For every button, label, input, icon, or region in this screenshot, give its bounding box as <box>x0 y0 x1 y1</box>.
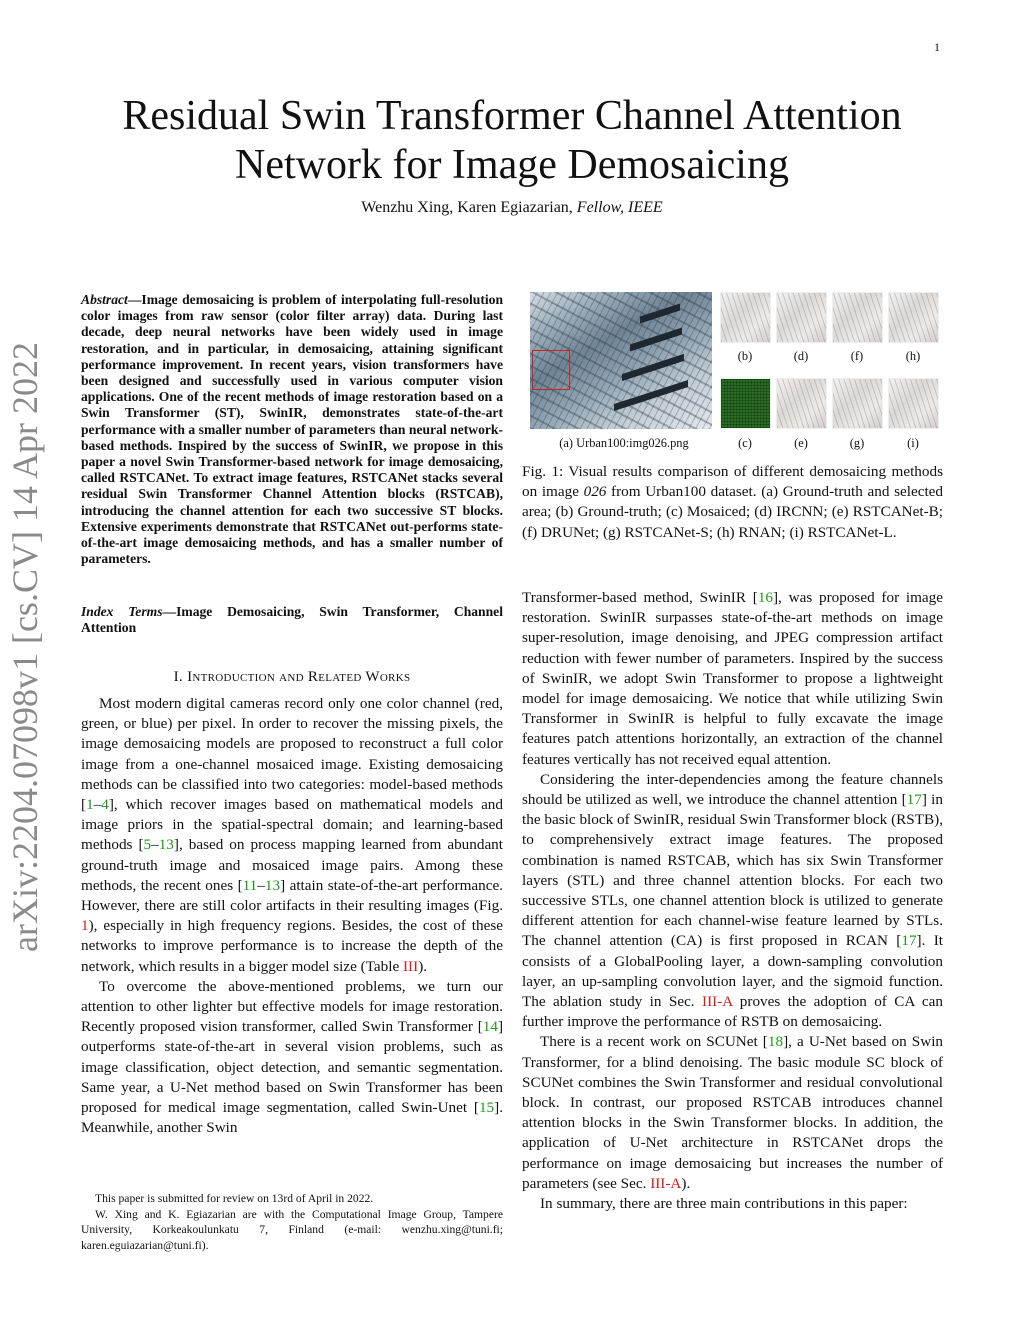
citation-link[interactable]: 1 <box>86 796 94 814</box>
intro-paragraph-1 <box>81 694 503 977</box>
citation-link[interactable]: 15 <box>478 1099 495 1117</box>
thumb-f <box>832 292 883 343</box>
citation-link[interactable]: 13 <box>264 876 281 894</box>
text-run: ], which recover images based on mathematical models and image priors in the spatial-spectral domain; and learning-based methods [ <box>81 796 503 854</box>
table-link[interactable]: III <box>403 957 419 975</box>
section-title: Introduction and Related Works <box>187 669 411 685</box>
text-run: ], was proposed for image restoration. SwinIR surpasses state-of-the-art methods on image super-resolution, image denoising, and JPEG compression artifact reduction with fewer number of parameters. Inspired by the success of SwinIR, we adopt Swin Transformer to propose a lightweight model for image demosaicing. We notice that while utilizing Swin Transformer in SwinIR is helpful to fully excavate the image features patch attentions horizontally, an extraction of the channel features vertically has not received equal attention. <box>522 589 944 768</box>
section-heading <box>81 669 503 686</box>
citation-link[interactable]: 11 <box>242 876 258 894</box>
text-run: Transformer-based method, SwinIR [ <box>522 589 758 606</box>
abstract <box>81 292 503 567</box>
footnote-affiliation: W. Xing and K. Egiazarian are with the Computational Image Group, Tampere University, Korkeakoulunkatu 7, Finland (e-mail: wenzhu.xing@tuni.fi; karen.eguiazarian@tuni.fi). <box>81 1207 503 1252</box>
footnote-submission: This paper is submitted for review on 13rd of April in 2022. <box>95 1192 374 1205</box>
right-column-body <box>522 588 943 1214</box>
figure-main-image <box>530 292 712 429</box>
thumb-d <box>776 292 827 343</box>
abstract-label: Abstract <box>81 292 128 307</box>
text-run: Most modern digital cameras record only one color channel (red, green, or blue) per pixel. In order to recover the missing pixels, the image demosaicing models are proposed to reconstruct a full color image from a one-channel mosaiced image. Existing demosaicing methods can be classified into two categories: model-based methods [ <box>81 695 503 814</box>
text-run: ]. It consists of a GlobalPooling layer, a down-sampling convolution layer, an up-sampling convolution layer, and the sigmoid function. The ablation study in Sec. <box>522 932 943 1011</box>
intro-paragraph-3 <box>522 588 943 770</box>
section-link[interactable]: III-A <box>650 1174 682 1192</box>
text-run: ), especially in high frequency regions. Besides, the cost of these networks to improve performance is to increase the depth of the network, which results in a bigger model size (Table <box>81 917 503 975</box>
figure-label-c: (c) <box>738 436 752 450</box>
text-run: ] attain state-of-the-art performance. However, there are still color artifacts in their resulting images (Fig. <box>81 876 503 915</box>
title-line-2: Network for Image Demosaicing <box>235 142 789 188</box>
figure-label-f: (f) <box>850 349 864 363</box>
figure-label-h: (h) <box>905 349 921 363</box>
text-run: – <box>151 836 159 854</box>
text-run: – <box>257 876 265 894</box>
caption-text: from Urban100 dataset. (a) Ground-truth and selected area; (b) Ground-truth; (c) Mosaiced; (d) IRCNN; (e) RSTCANet-B; (f) DRUNet; (g) RSTCANet-S; (h) RNAN; (i) RSTCANet-L. <box>522 483 944 541</box>
figure-label-a: (a) Urban100:img026.png <box>559 436 689 450</box>
text-run: ] in the basic block of SwinIR, residual Swin Transformer block (RSTB), to comprehensively extract image features. The proposed combination is named RSTCAB, which has six Swin Transformer layers (STL) and three channel attention blocks. For each two successive STLs, one channel attention block is utilized to generate different attention for each channel-wise feature learned by STLs. The channel attention (CA) is first proposed in RCAN [ <box>522 791 943 950</box>
thumb-c <box>720 378 771 429</box>
thumb-i <box>888 378 939 429</box>
citation-link[interactable]: 17 <box>906 791 922 809</box>
author-names: Wenzhu Xing, Karen Egiazarian, <box>361 199 573 216</box>
arxiv-identifier-stamp[interactable]: arXiv:2204.07098v1 [cs.CV] 14 Apr 2022 <box>5 342 45 952</box>
intro-paragraph-2 <box>81 977 503 1139</box>
thumb-b <box>720 292 771 343</box>
index-terms-label: Index Terms <box>81 604 163 619</box>
citation-link[interactable]: 5 <box>143 836 152 854</box>
citation-link[interactable]: 14 <box>482 1018 498 1036</box>
intro-paragraph-6: In summary, there are three main contributions in this paper: <box>540 1195 908 1213</box>
text-run: ). <box>418 957 428 975</box>
text-run: ). <box>681 1174 691 1192</box>
text-run: proves the adoption of CA can further improve the performance of RSTB on demosaicing. <box>522 993 943 1031</box>
left-column-body <box>81 694 503 1138</box>
index-terms <box>81 604 503 636</box>
title-line-1: Residual Swin Transformer Channel Attention <box>122 93 902 139</box>
intro-paragraph-5 <box>522 1032 943 1194</box>
figure-1 <box>530 292 942 452</box>
figure-label-b: (b) <box>737 349 753 363</box>
text-run: There is a recent work on SCUNet [ <box>540 1033 768 1051</box>
caption-text: Fig. 1: Visual results comparison of different demosaicing methods on image <box>522 463 943 501</box>
citation-link[interactable]: 13 <box>158 836 174 854</box>
thumb-h <box>888 292 939 343</box>
text-run: ], based on process mapping learned from abundant ground-truth image and mosaiced image pairs. Among these methods, the recent ones [ <box>81 836 503 894</box>
figure-link[interactable]: 1 <box>81 917 89 935</box>
text-run: – <box>93 796 102 814</box>
paper-title <box>0 92 1024 190</box>
figure-label-d: (d) <box>793 349 809 363</box>
text-run: To overcome the above-mentioned problems, we turn our attention to other lighter but effective models for image restoration. Recently proposed vision transformer, called Swin Transformer [ <box>81 977 503 1036</box>
citation-link[interactable]: 18 <box>767 1033 784 1051</box>
footnote <box>81 1191 503 1253</box>
figure-label-e: (e) <box>794 436 808 450</box>
index-terms-text: —Image Demosaicing, Swin Transformer, Channel Attention <box>81 604 503 636</box>
caption-image-id: 026 <box>583 483 607 501</box>
thumb-g <box>832 378 883 429</box>
figure-label-g: (g) <box>849 436 865 450</box>
thumb-e <box>776 378 827 429</box>
selected-area-box <box>532 350 570 390</box>
citation-link[interactable]: 4 <box>101 796 109 814</box>
text-run: ], a U-Net based on Swin Transformer, for a blind denoising. The basic module SC block of SCUNet combines the Swin Transformer and residual convolutional block. In contrast, our proposed RSTCAB introduces channel attention blocks in the Swin Transformer blocks. In addition, the application of U-Net architecture in RSTCANet drops the performance on image demosaicing but increases the number of parameters (see Sec. <box>522 1033 944 1192</box>
figure-label-i: (i) <box>907 436 919 450</box>
figure-caption <box>522 462 943 543</box>
citation-link[interactable]: 16 <box>757 589 773 606</box>
intro-paragraph-4 <box>522 770 943 1033</box>
author-line <box>0 199 1024 217</box>
page-number: 1 <box>934 40 940 54</box>
section-link[interactable]: III-A <box>702 993 733 1011</box>
text-run: ]. Meanwhile, another Swin <box>81 1099 503 1137</box>
section-numeral: I. <box>173 669 183 685</box>
abstract-text: —Image demosaicing is problem of interpolating full-resolution color images from raw sensor (color filter array) data. During last decade, deep neural networks have been widely used in image restoration, and in particular, in demosaicing, attaining significant performance improvement. In recent years, vision transformers have been designed and successfully used in various computer vision applications. One of the recent methods of image restoration based on a Swin Transformer (ST), SwinIR, demonstrates state-of-the-art performance with a smaller number of parameters than neural network-based methods. Inspired by the success of SwinIR, we propose in this paper a novel Swin Transformer-based network for image demosaicing, called RSTCANet. To extract image features, RSTCANet stacks several residual Swin Transformer Channel Attention blocks (RSTCAB), introducing the channel attention for each two successive ST blocks. Extensive experiments demonstrate that RSTCANet out-performs state-of-the-art image demosaicing methods, and has a smaller number of parameters. <box>81 292 503 567</box>
text-run: Considering the inter-dependencies among the feature channels should be utilized as well, we introduce the channel attention [ <box>522 770 943 809</box>
text-run: ] outperforms state-of-the-art in several vision problems, such as image classification, object detection, and semantic segmentation. Same year, a U-Net method based on Swin Transformer has been proposed for medical image segmentation, called Swin-Unet [ <box>81 1018 503 1117</box>
citation-link[interactable]: 17 <box>901 932 917 950</box>
author-affiliation: Fellow, IEEE <box>576 199 663 216</box>
